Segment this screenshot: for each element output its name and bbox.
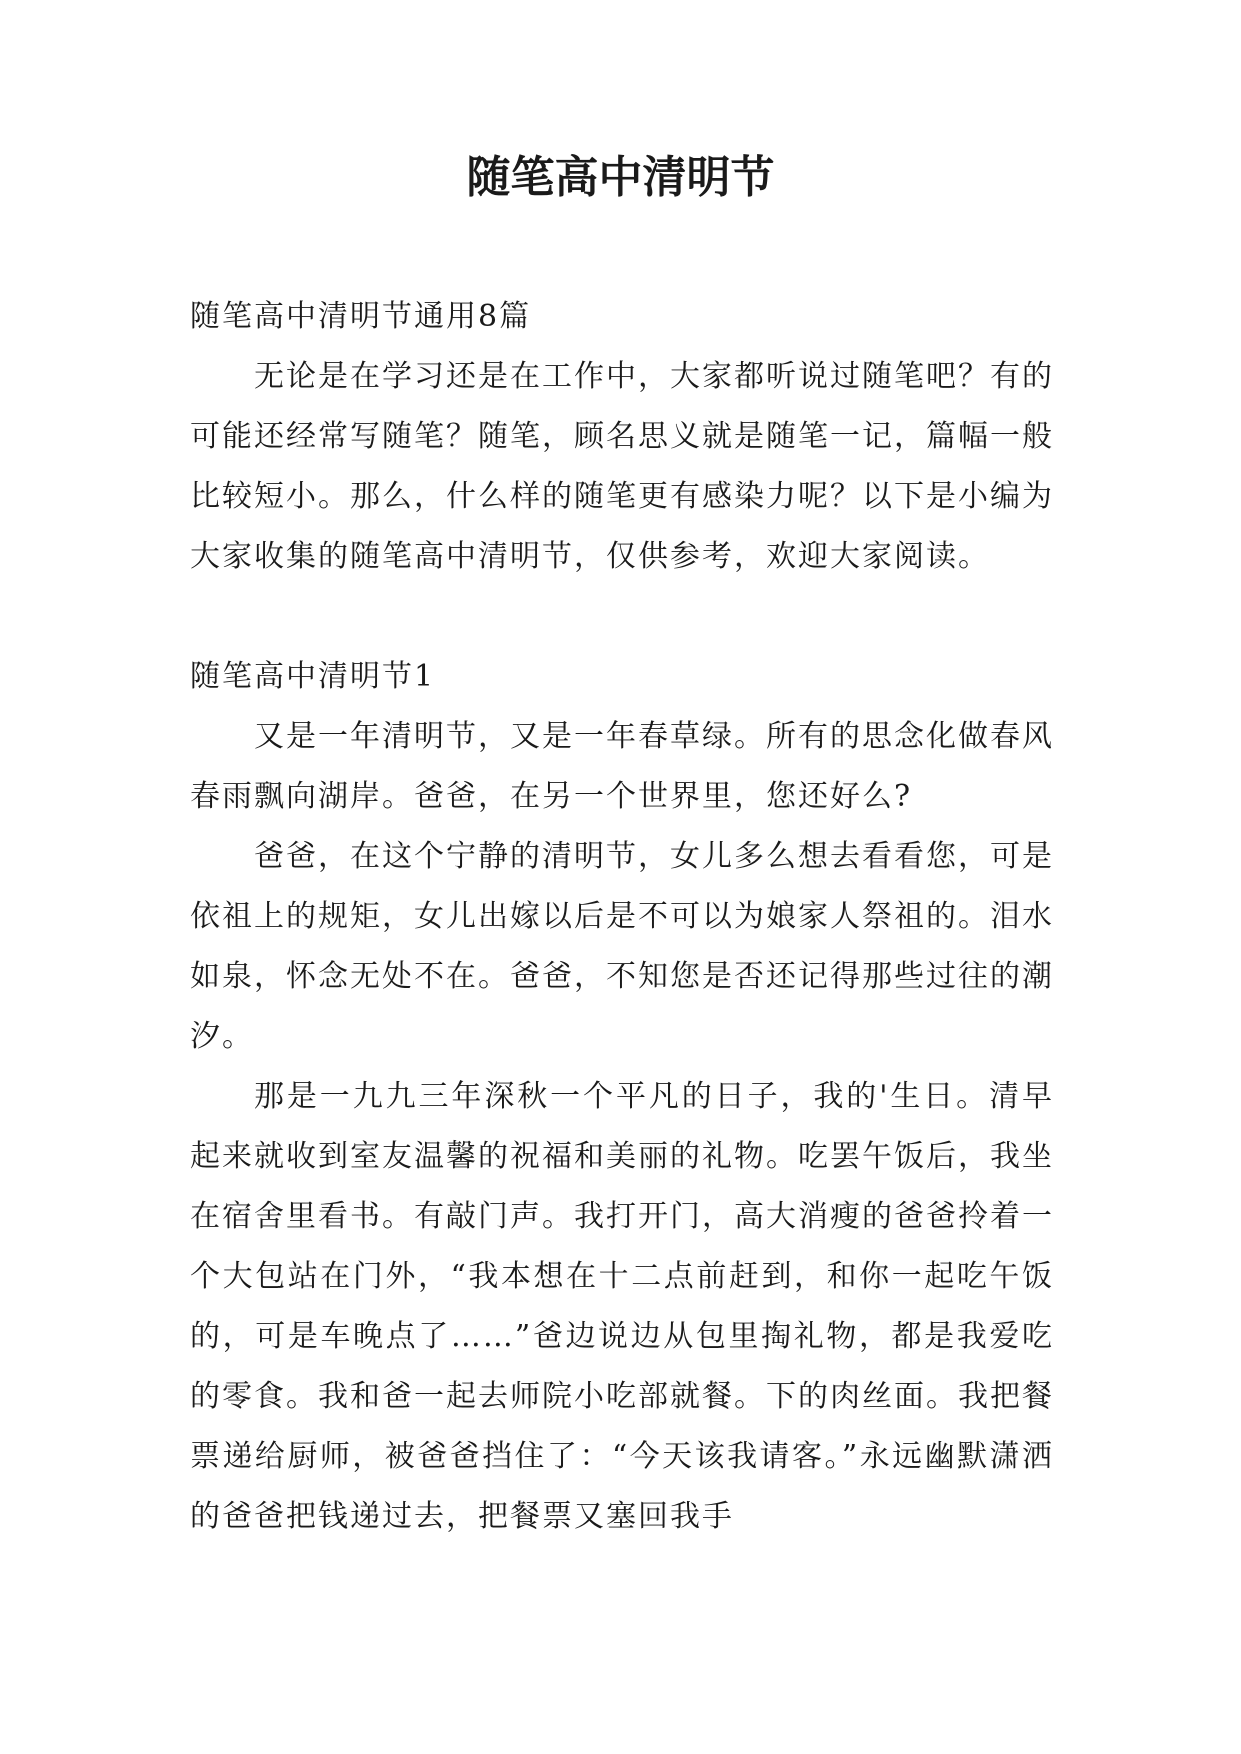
intro-paragraph: 无论是在学习还是在工作中，大家都听说过随笔吧？有的可能还经常写随笔？随笔，顾名思义就是随笔一记，篇幅一般比较短小。那么，什么样的随笔更有感染力呢？以下是小编为大家收集的随笔高中清明节，仅供参考，欢迎大家阅读。 (190, 359, 1054, 574)
section-1-paragraph-1: 又是一年清明节，又是一年春草绿。所有的思念化做春风春雨飘向湖岸。爸爸，在另一个世界里，您还好么? (190, 719, 1054, 814)
section-1-paragraph-3: 那是一九九三年深秋一个平凡的日子，我的'生日。清早起来就收到室友温馨的祝福和美丽的礼物。吃罢午饭后，我坐在宿舍里看书。有敲门声。我打开门，高大消瘦的爸爸拎着一个大包站在门外，“我本想在十二点前赶到，和你一起吃午饭的，可是车晚点了……”爸边说边从包里掏礼物，都是我爱吃的零食。我和爸一起去师院小吃部就餐。下的肉丝面。我把餐票递给厨师，被爸爸挡住了：“今天该我请客。”永远幽默潇洒的爸爸把钱递过去，把餐票又塞回我手 (190, 1079, 1054, 1534)
section-1-paragraph-2: 爸爸，在这个宁静的清明节，女儿多么想去看看您，可是依祖上的规矩，女儿出嫁以后是不可以为娘家人祭祖的。泪水如泉，怀念无处不在。爸爸，不知您是否还记得那些过往的潮汐。 (190, 839, 1054, 1054)
document-body (190, 287, 1054, 1547)
section-1-heading: 随笔高中清明节1 (190, 659, 436, 694)
intro-heading: 随笔高中清明节通用8篇 (190, 299, 532, 334)
document-title: 随笔高中清明节 (466, 152, 775, 203)
section-spacer (190, 587, 1054, 647)
